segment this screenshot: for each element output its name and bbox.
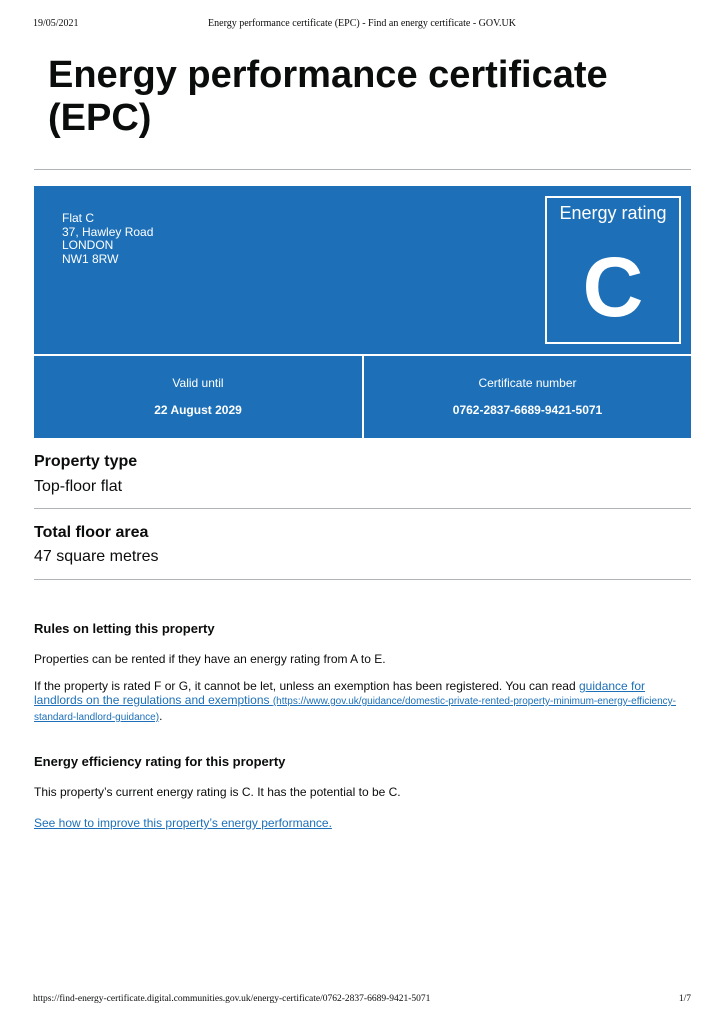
energy-rating-label: Energy rating <box>559 203 667 223</box>
address-line-3: LONDON <box>62 238 114 252</box>
address-line-2: 37, Hawley Road <box>62 224 154 239</box>
address-line-4: NW1 8RW <box>62 251 119 266</box>
efficiency-heading: Energy efficiency rating for this property <box>34 754 286 769</box>
valid-until-label: Valid until <box>172 376 224 390</box>
valid-until-cell <box>34 356 362 438</box>
epc-summary-card <box>34 186 691 438</box>
property-type-value: Top-floor flat <box>34 478 123 495</box>
certificate-number-value: 0762-2837-6689-9421-5071 <box>452 403 603 417</box>
exemption-text: If the property is rated F or G, it cannot be let, unless an exemption has been registered. You can read <box>34 679 579 693</box>
print-document-title: Energy performance certificate (EPC) - Find an energy certificate - GOV.UK <box>208 18 516 29</box>
efficiency-paragraph: This property’s current energy rating is C. It has the potential to be C. <box>34 785 401 799</box>
exemption-paragraph <box>34 679 694 725</box>
floor-area-value: 47 square metres <box>34 548 159 565</box>
energy-rating-letter: C <box>582 240 644 334</box>
floor-area-heading: Total floor area <box>34 524 149 541</box>
exemption-text-end: . <box>159 709 163 723</box>
address-line-1: Flat C <box>62 211 95 225</box>
property-type-heading: Property type <box>34 453 138 470</box>
letting-rules-heading: Rules on letting this property <box>34 621 215 636</box>
letting-rules-paragraph: Properties can be rented if they have an energy rating from A to E. <box>34 652 386 666</box>
energy-rating-box <box>545 196 681 344</box>
landlord-guidance-link-text: guidance for landlords on the regulations and exemptions <box>34 679 646 707</box>
print-date: 19/05/2021 <box>33 18 79 29</box>
landlord-guidance-url: (https://www.gov.uk/guidance/domestic-private-rented-property-minimum-energy-efficiency-standard-landlord-guidance) <box>34 696 676 723</box>
property-address <box>62 212 153 266</box>
valid-until-value: 22 August 2029 <box>154 403 242 417</box>
title-divider <box>34 169 691 170</box>
print-header <box>33 18 691 32</box>
certificate-number-label: Certificate number <box>478 376 577 390</box>
page-title: Energy performance certificate (EPC) <box>48 54 608 139</box>
page-number: 1/7 <box>678 994 691 1004</box>
print-footer-url: https://find-energy-certificate.digital.communities.gov.uk/energy-certificate/0762-2837-6689-9421-5071 <box>33 994 431 1004</box>
print-footer <box>33 994 691 1008</box>
improve-performance-link[interactable]: See how to improve this property’s energy performance. <box>34 816 332 830</box>
certificate-number-cell <box>364 356 691 438</box>
improve-performance-paragraph <box>34 816 694 830</box>
section-divider <box>34 579 691 580</box>
section-divider <box>34 508 691 509</box>
